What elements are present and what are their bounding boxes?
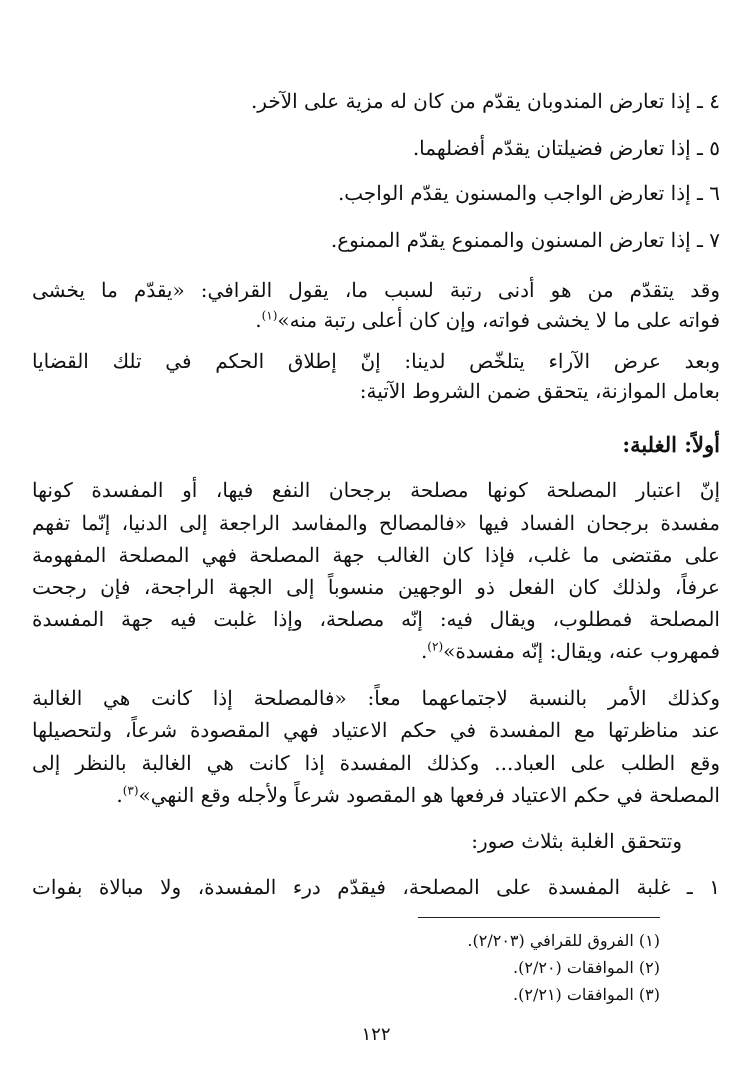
footnote-ref-1: (١)	[261, 308, 278, 323]
paragraph-summary-line-2: بعامل الموازنة، يتحقق ضمن الشروط الآتية:	[359, 379, 720, 403]
paragraph-ghalaba-line-3: على مقتضى ما غلب، فإذا كان الغالب جهة المصلحة فهي المصلحة المفهومة	[32, 543, 720, 567]
footnote-1: (١) الفروق للقرافي (٢/٢٠٣).	[467, 931, 660, 950]
paragraph-item-1: ١ ـ غلبة المفسدة على المصلحة، فيقدّم درء المفسدة، ولا مبالاة بفوات	[32, 875, 720, 899]
footnote-2: (٢) الموافقات (٢/٢٠).	[513, 958, 660, 977]
footnote-ref-2: (٢)	[427, 639, 444, 654]
paragraph-ghalaba-line-1: إنّ اعتبار المصلحة كونها مصلحة برجحان النفع فيها، أو المفسدة كونها	[32, 478, 720, 502]
paragraph-suwar: وتتحقق الغلبة بثلاث صور:	[471, 829, 682, 853]
paragraph-ghalaba-line-2: مفسدة برجحان الفساد فيها «فالمصالح والمفاسد الراجعة إلى الدنيا، إنّما تفهم	[32, 511, 720, 535]
paragraph-qarafi-line-1: وقد يتقدّم من هو أدنى رتبة لسبب ما، يقول القرافي: «يقدّم ما يخشى	[32, 278, 720, 302]
paragraph-ghalaba-line-4: عرفاً، ولذلك كان الفعل ذو الوجهين منسوباً إلى الجهة الراجحة، فإن رجحت	[32, 575, 720, 599]
paragraph-ijtima-line-2: عند مناظرتها مع المفسدة في حكم الاعتياد فهي المقصودة شرعاً، ولتحصيلها	[32, 718, 720, 742]
paragraph-ijtima-line-1: وكذلك الأمر بالنسبة لاجتماعهما معاً: «فالمصلحة إذا كانت هي الغالبة	[32, 686, 720, 710]
list-item-4: ٤ ـ إذا تعارض المندوبان يقدّم من كان له مزية على الآخر.	[250, 89, 720, 113]
paragraph-ijtima-line-4: المصلحة في حكم الاعتياد فرفعها هو المقصود شرعاً ولأجله وقع النهي»$^{(٣)}$.	[116, 783, 720, 807]
footnote-ref-3: (٣)	[122, 783, 139, 798]
paragraph-summary-line-1: وبعد عرض الآراء يتلخّص لدينا: إنّ إطلاق الحكم في تلك القضايا	[32, 349, 720, 373]
paragraph-ijtima-line-3: وقع الطلب على العباد... وكذلك المفسدة إذا كانت هي الغالبة بالنظر إلى	[32, 751, 720, 775]
section-heading: أولاً: الغلبة:	[622, 432, 720, 457]
footnote-divider	[418, 917, 660, 918]
paragraph-ghalaba-line-5: المصلحة فمطلوب، ويقال فيه: إنّه مصلحة، وإذا غلبت فيه جهة المفسدة	[32, 607, 720, 631]
list-item-7: ٧ ـ إذا تعارض المسنون والممنوع يقدّم الممنوع.	[330, 228, 720, 252]
list-item-6: ٦ ـ إذا تعارض الواجب والمسنون يقدّم الواجب.	[337, 181, 720, 205]
list-item-5: ٥ ـ إذا تعارض فضيلتان يقدّم أفضلهما.	[412, 136, 720, 160]
footnote-3: (٣) الموافقات (٢/٢١).	[513, 985, 660, 1004]
paragraph-qarafi-line-2: فواته على ما لا يخشى فواته، وإن كان أعلى رتبة منه»$^{(١)}$.	[255, 308, 720, 332]
page-number: ١٢٢	[361, 1024, 391, 1045]
paragraph-ghalaba-line-6: فمهروب عنه، ويقال: إنّه مفسدة»$^{(٢)}$.	[420, 639, 720, 663]
